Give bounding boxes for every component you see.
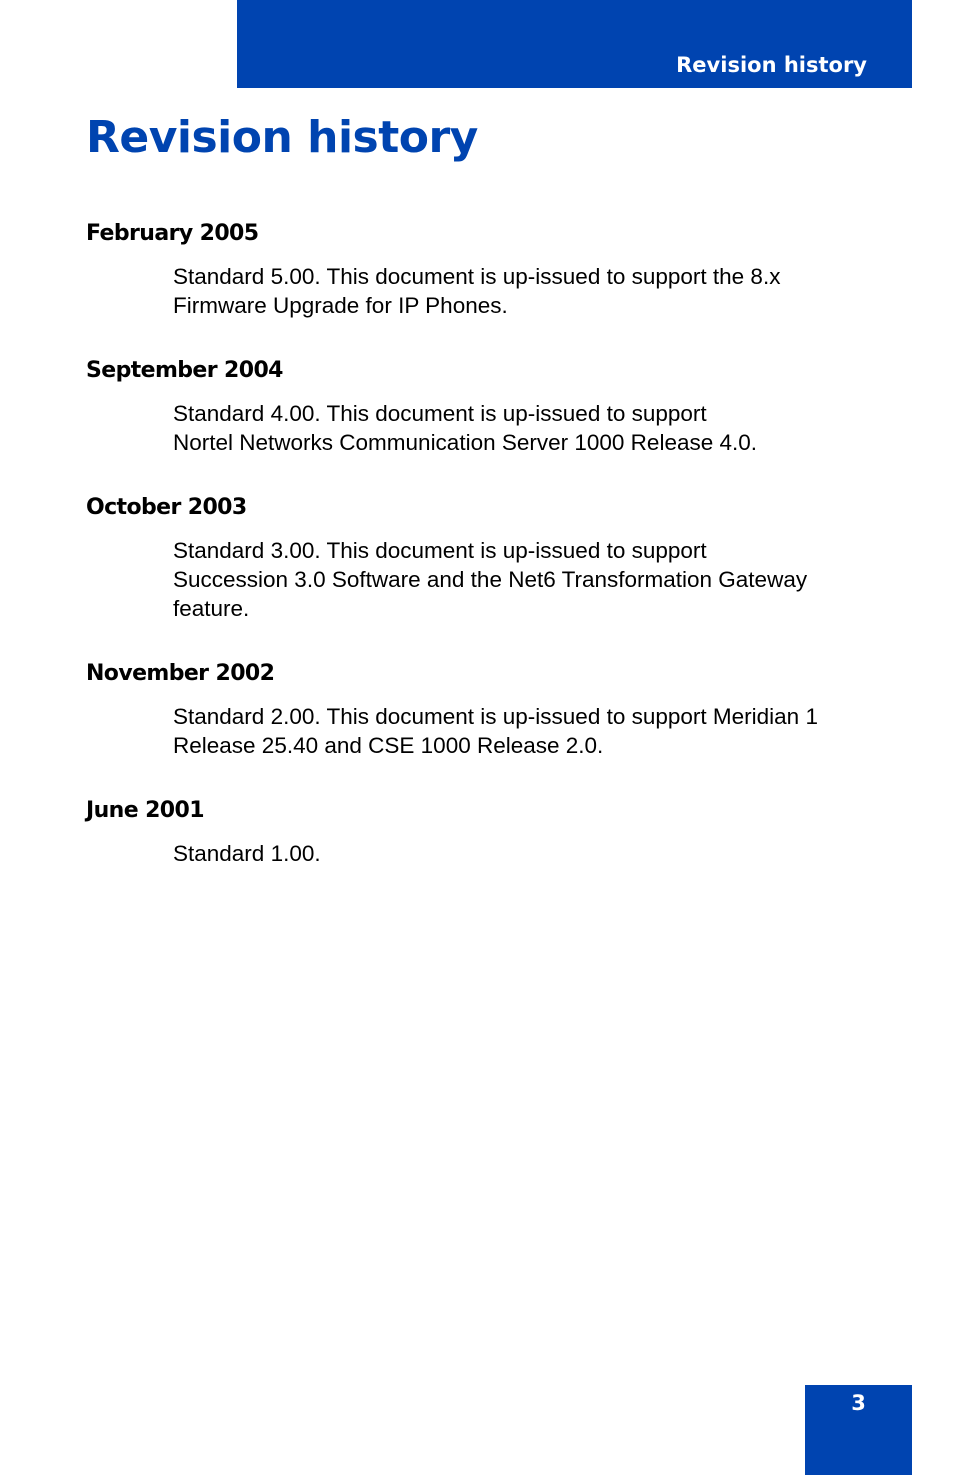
revision-date: October 2003 xyxy=(86,495,247,520)
header-section-title: Revision history xyxy=(676,53,867,77)
revision-entry xyxy=(86,493,886,623)
revision-description-line: Standard 3.00. This document is up-issued to support xyxy=(173,538,707,563)
revision-description xyxy=(173,839,873,868)
revision-date: June 2001 xyxy=(86,798,204,823)
page-number: 3 xyxy=(851,1391,866,1415)
revision-description-line: Firmware Upgrade for IP Phones. xyxy=(173,293,508,318)
revision-description xyxy=(173,536,873,623)
revision-description-line: Succession 3.0 Software and the Net6 Transformation Gateway xyxy=(173,567,808,592)
revision-entry xyxy=(86,356,886,457)
revision-list xyxy=(86,219,886,868)
revision-description-line: Standard 5.00. This document is up-issued to support the 8.x xyxy=(173,264,781,289)
header-bar xyxy=(237,0,912,88)
revision-description-line: Standard 1.00. xyxy=(173,841,321,866)
revision-description-line: feature. xyxy=(173,596,250,621)
revision-description-line: Nortel Networks Communication Server 1000 Release 4.0. xyxy=(173,430,758,455)
revision-entry xyxy=(86,219,886,320)
revision-description-line: Standard 2.00. This document is up-issued to support Meridian 1 xyxy=(173,704,818,729)
revision-description-line: Standard 4.00. This document is up-issued to support xyxy=(173,401,707,426)
revision-description xyxy=(173,702,873,760)
page-title: Revision history xyxy=(86,112,478,163)
revision-description xyxy=(173,262,873,320)
revision-entry xyxy=(86,796,886,868)
revision-description xyxy=(173,399,873,457)
revision-date: September 2004 xyxy=(86,358,283,383)
revision-date: November 2002 xyxy=(86,661,275,686)
revision-entry xyxy=(86,659,886,760)
revision-date: February 2005 xyxy=(86,221,259,246)
page-number-box xyxy=(805,1385,912,1475)
revision-description-line: Release 25.40 and CSE 1000 Release 2.0. xyxy=(173,733,604,758)
